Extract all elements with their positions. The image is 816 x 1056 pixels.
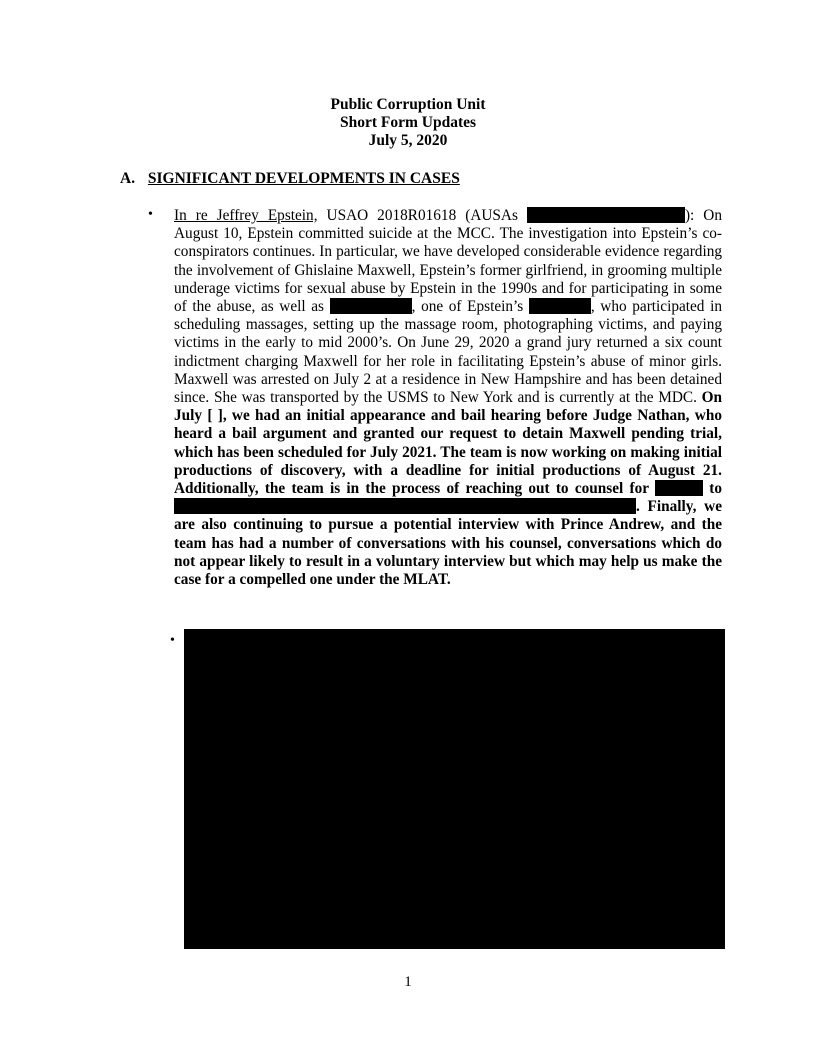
- page-number: 1: [404, 974, 412, 990]
- redaction-box: [527, 207, 685, 223]
- para-bold-3: . Finally, we are also continuing to pursue a potential interview with Prince Andrew, and the team has had a number of conversations with his counsel, conversations which do not appear likely to result in a voluntary interview but which may help us make the case for a compelled one under the MLAT.: [174, 498, 722, 589]
- para-text-3: , one of Epstein’s: [411, 298, 529, 316]
- redaction-box: [174, 498, 636, 514]
- para-text-2: ): On August 10, Epstein committed suicide at the MCC. The investigation into Epstein’s co-conspirators continues. In particular, we have developed considerable evidence regarding the involvement of Ghislaine Maxwell, Epstein’s former girlfriend, in grooming multiple underage victims for sexual abuse by Epstein in the 1990s and for participating in some of the abuse, as well as: [174, 207, 722, 316]
- case-paragraph: [174, 207, 722, 589]
- bullet-2: •: [170, 633, 175, 648]
- header-subtitle: Short Form Updates: [339, 114, 477, 131]
- section-heading: [120, 170, 460, 188]
- redacted-block: [184, 629, 725, 949]
- para-text-4: , who participated in scheduling massages, setting up the massage room, photographing victims, and paying victims in the early to mid 2000’s. On June 29, 2020 a grand jury returned a six count indictment charging Maxwell for her role in facilitating Epstein’s abuse of minor girls. Maxwell was arrested on July 2 at a residence in New Hampshire and has been detained since. She was transported by the USMS to New York and is currently at the MDC.: [174, 298, 722, 407]
- redaction-box: [330, 298, 412, 314]
- case-name: In re Jeffrey Epstein,: [174, 207, 318, 224]
- bullet-1: •: [148, 207, 153, 222]
- redaction-box: [655, 480, 703, 496]
- redaction-box: [529, 298, 591, 314]
- section-title: SIGNIFICANT DEVELOPMENTS IN CASES: [147, 170, 460, 187]
- header-date: July 5, 2020: [368, 132, 448, 149]
- section-letter: A.: [120, 170, 136, 187]
- para-bold-2: to: [703, 480, 723, 498]
- header-unit: Public Corruption Unit: [330, 96, 486, 113]
- para-bold-1: On July [ ], we had an initial appearance and bail hearing before Judge Nathan, who heard a bail argument and granted our request to detain Maxwell pending trial, which has been scheduled for July 2021. The team is now working on making initial productions of discovery, with a deadline for initial productions of August 21. Additionally, the team is in the process of reaching out to counsel for: [174, 389, 722, 498]
- para-text-1: USAO 2018R01618 (AUSAs: [317, 207, 527, 224]
- document-header: [0, 96, 816, 150]
